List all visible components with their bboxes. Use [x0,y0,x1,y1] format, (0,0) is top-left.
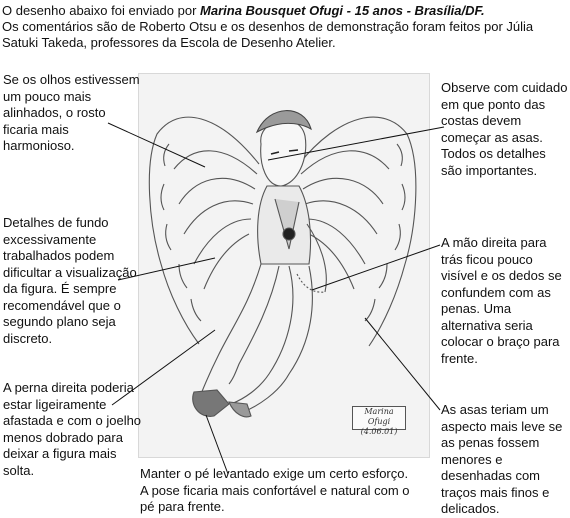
artist-signature [352,406,406,436]
angel-sketch-image [139,74,429,457]
note-foot: Manter o pé levantado exige um certo esforço. A pose ficaria mais confortável e natural com o pé para frente. [140,466,410,514]
intro-line1-prefix: O desenho abaixo foi enviado por [2,3,201,18]
note-leg: A perna direita poderia estar ligeiramente afastada e com o joelho menos dobrado para deixar a figura mais solta. [3,380,142,478]
signature-date: (4.06.01) [360,427,398,436]
note-wings-light: As asas teriam um aspecto mais leve se as penas fossem menores e desenhadas com traços mais finos e delicados. [441,402,563,516]
intro-credits: Os comentários são de Roberto Otsu e os desenhos de demonstração foram feitos por Júlia Satuki Takeda, professores da Escola de Desenho Atelier. [2,19,534,50]
signature-name: Marina Ofugi [364,407,394,426]
note-eyes: Se os olhos estivessem um pouco mais alinhados, o rosto ficaria mais harmonioso. [3,72,140,153]
note-wings-start: Observe com cuidado em que ponto das costas devem começar as asas. Todos os detalhes são importantes. [441,80,568,178]
note-hand: A mão direita para trás ficou pouco visível e os dedos se confundem com as penas. Uma alternativa seria colocar o braço para frente. [441,235,562,366]
artist-credit: Marina Bousquet Ofugi - 15 anos - Brasília/DF. [200,3,485,18]
angel-drawing [138,73,430,458]
note-background: Detalhes de fundo excessivamente trabalhados podem dificultar a visualização da figura. É sempre recomendável que o segundo plano seja discreto. [3,215,137,346]
intro-text [2,3,568,51]
